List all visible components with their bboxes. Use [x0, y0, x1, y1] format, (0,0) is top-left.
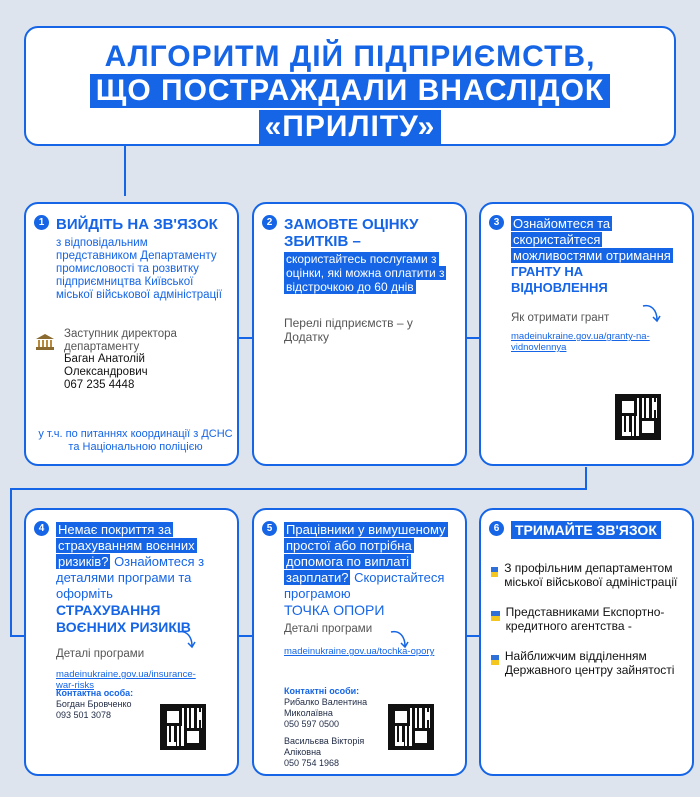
contact-list [491, 561, 682, 677]
connector [124, 172, 126, 196]
card-heading: Немає покриття за страхуванням воєнних ризиків? [58, 522, 195, 569]
connector [124, 146, 126, 174]
card-heading-strong: ГРАНТУ НА ВІДНОВЛЕННЯ [511, 264, 608, 295]
contact-name: Богдан Бровченко [56, 699, 132, 709]
contact1-phone: 050 597 0500 [284, 719, 340, 729]
card-text: скористайтесь послугами з оцінки, які можна оплатити з відстрочкою до 60 днів [286, 252, 445, 294]
contact-label: Контактні особи: [284, 686, 360, 696]
ukraine-flag-icon [491, 567, 498, 577]
step-number: 1 [34, 215, 49, 230]
ukraine-flag-icon [491, 611, 500, 621]
qr-code-icon[interactable] [388, 704, 434, 750]
list-item [491, 649, 682, 677]
list-item [491, 561, 682, 589]
contact-role: Заступник директора департаменту [64, 328, 177, 353]
contact-label: Контактна особа: [56, 688, 134, 698]
card-grant [479, 202, 694, 466]
card-keep-contact [479, 508, 694, 776]
title-line-3: «ПРИЛІТУ» [259, 110, 442, 144]
curly-arrow-icon [389, 628, 411, 650]
card-note: Перелі підприємств – у Додатку [284, 316, 413, 344]
card-footer: у т.ч. по питаннях координації з ДСНС та Національною поліцією [38, 428, 233, 453]
card-heading-strong: СТРАХУВАННЯ ВОЄННИХ РИЗИКІВ [56, 602, 191, 635]
connector [585, 467, 587, 489]
card-note: Деталі програми [284, 623, 373, 635]
title-line-1: АЛГОРИТМ ДІЙ ПІДПРИЄМСТВ, [104, 40, 596, 73]
step-number: 6 [489, 521, 504, 536]
connector [10, 488, 12, 636]
card-note: Як отримати грант [511, 312, 610, 324]
step-number: 4 [34, 521, 49, 536]
card-heading: ВИЙДІТЬ НА ЗВ'ЯЗОК [56, 216, 218, 233]
ukraine-flag-icon [491, 655, 499, 665]
list-item-text: Представниками Експортно-кредитного агентства - [505, 605, 665, 633]
grant-link[interactable]: madeinukraine.gov.ua/granty-na-vidnovlennya [511, 331, 650, 353]
card-heading-rest: Скористайтеся програмою [284, 570, 445, 601]
contact2-name: Васильєва Вікторія Аліковна [284, 736, 365, 757]
card-contact [24, 202, 239, 466]
contact2-phone: 050 754 1968 [284, 758, 340, 768]
step-number: 5 [262, 521, 277, 536]
card-support [252, 508, 467, 776]
card-heading: ЗАМОВТЕ ОЦІНКУ ЗБИТКІВ – [284, 216, 419, 250]
step-number: 2 [262, 215, 277, 230]
list-item-text: Найближчим відділенням Державного центру зайнятості [504, 649, 675, 677]
contact1-name: Рибалко Валентина Миколаївна [284, 697, 368, 718]
qr-code-icon[interactable] [615, 394, 661, 440]
curly-arrow-icon [176, 628, 198, 650]
card-heading: Працівники у вимушеному простої або потрібна допомога по виплаті зарплати? [286, 522, 446, 585]
card-assessment [252, 202, 467, 466]
card-heading-strong: ТОЧКА ОПОРИ [284, 602, 385, 618]
title-box [24, 26, 676, 146]
card-heading: ТРИМАЙТЕ ЗВ'ЯЗОК [511, 521, 661, 539]
card-text: з відповідальним представником Департаменту промисловості та розвитку підприємництва Київської міської військової адміністрації [56, 237, 222, 301]
support-link[interactable]: madeinukraine.gov.ua/tochka-opory [284, 646, 435, 657]
contact-phone: 093 501 3078 [56, 710, 112, 720]
connector [10, 488, 587, 490]
card-heading: Ознайомтеся та скористайтеся можливостями отримання [513, 216, 671, 263]
contact-name: Баган Анатолій Олександрович [64, 353, 148, 378]
curly-arrow-icon [641, 302, 663, 324]
insurance-link[interactable]: madeinukraine.gov.ua/insurance-war-risks [56, 669, 196, 691]
list-item-text: З профільним департаментом міської військової адміністрації [504, 561, 678, 589]
card-heading-rest: Ознайомтеся з деталями програми та оформіть [56, 554, 205, 601]
step-number: 3 [489, 215, 504, 230]
card-note: Деталі програми [56, 648, 145, 660]
qr-code-icon[interactable] [160, 704, 206, 750]
contact-phone: 067 235 4448 [64, 379, 135, 391]
card-insurance [24, 508, 239, 776]
bank-icon [36, 334, 54, 350]
title-line-2: ЩО ПОСТРАЖДАЛИ ВНАСЛІДОК [90, 74, 610, 108]
list-item [491, 605, 682, 633]
